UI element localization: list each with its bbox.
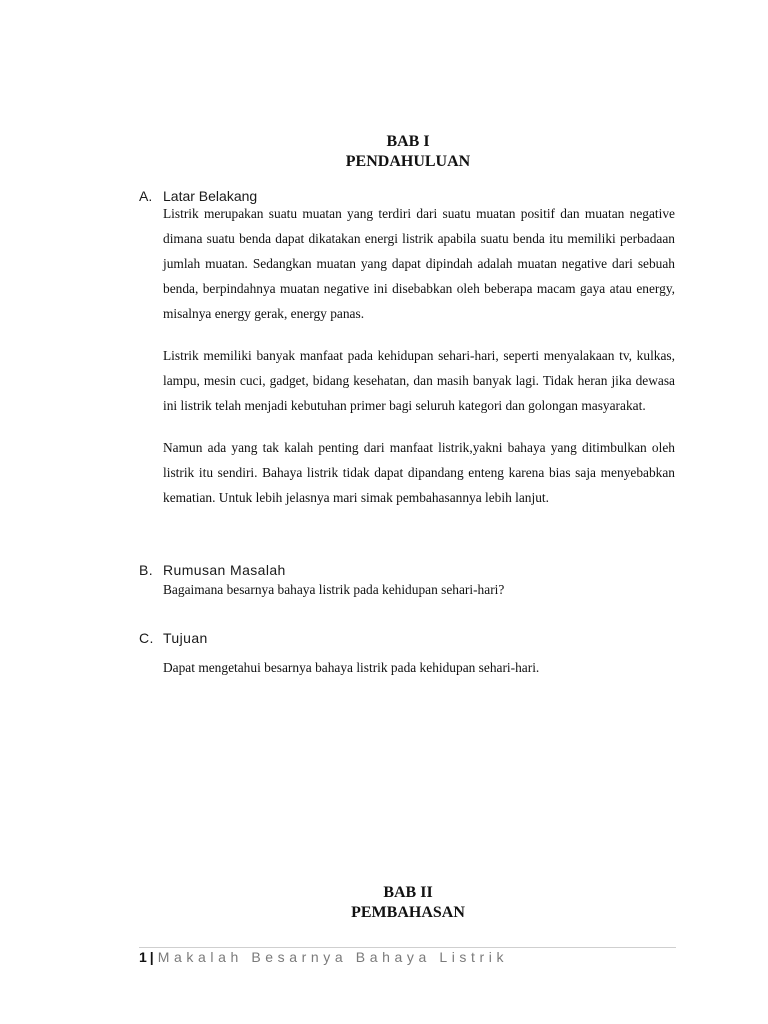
chapter-1-title: PENDAHULUAN: [345, 153, 471, 170]
section-a-paragraph-1: Listrik merupakan suatu muatan yang terdiri dari suatu muatan positif dan muatan negative dimana suatu benda dapat dikatakan energi listrik apabila suatu benda itu memiliki perbadaan jumlah muatan. Sedangkan muatan yang dapat dipindah adalah muatan negative dari sebuah benda, berpindahnya muatan negative ini disebabkan oleh beberapa macam gaya atau energy, misalnya energy gerak, energy panas.: [163, 206, 675, 321]
section-c-letter: C.: [139, 630, 154, 646]
section-b-title: Rumusan Masalah: [163, 562, 286, 578]
section-c-text: Dapat mengetahui besarnya bahaya listrik pada kehidupan sehari-hari.: [163, 660, 540, 675]
chapter-2-label: BAB II: [383, 884, 433, 901]
section-a-paragraph-3: Namun ada yang tak kalah penting dari manfaat listrik,yakni bahaya yang ditimbulkan oleh listrik itu sendiri. Bahaya listrik tidak dapat dipandang enteng karena bias saja menyebabkan kematian. Untuk lebih jelasnya mari simak pembahasannya lebih lanjut.: [163, 440, 675, 505]
chapter-2-title: PEMBAHASAN: [351, 904, 465, 921]
section-b-text: Bagaimana besarnya bahaya listrik pada kehidupan sehari-hari?: [163, 582, 505, 597]
section-b-letter: B.: [139, 562, 154, 578]
section-c-heading: [139, 629, 208, 647]
section-a-letter: A.: [139, 188, 153, 204]
footer-separator: |: [149, 949, 154, 965]
section-c-title: Tujuan: [163, 630, 208, 646]
page-footer: [139, 947, 508, 967]
section-a-title: Latar Belakang: [163, 188, 258, 204]
page-number: 1: [139, 949, 147, 965]
chapter-1-label: BAB I: [386, 133, 430, 150]
section-a-paragraph-2: Listrik memiliki banyak manfaat pada kehidupan sehari-hari, seperti menyalakaan tv, kulkas, lampu, mesin cuci, gadget, bidang kesehatan, dan masih banyak lagi. Tidak heran jika dewasa ini listrik telah menjadi kebutuhan primer bagi seluruh kategori dan golongan masyarakat.: [163, 348, 675, 413]
footer-document-title: Makalah Besarnya Bahaya Listrik: [157, 949, 509, 965]
